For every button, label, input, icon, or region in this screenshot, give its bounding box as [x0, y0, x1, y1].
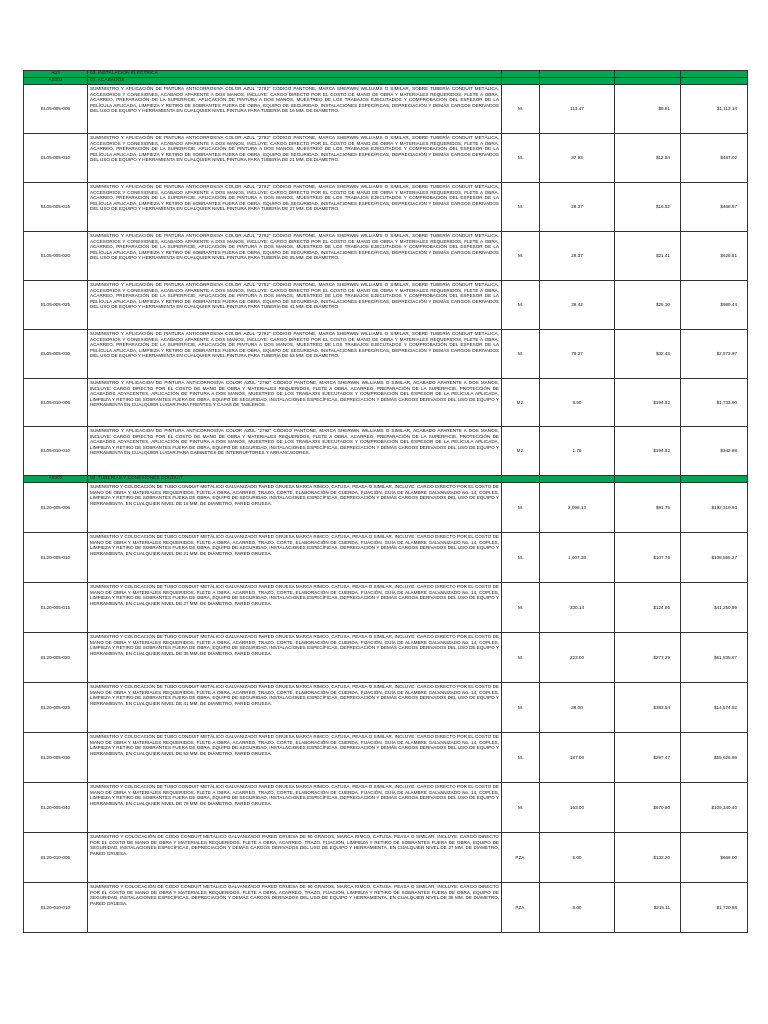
item-code: EL20-005-010: [24, 533, 88, 583]
empty-cell: [615, 71, 681, 78]
table-row: [24, 281, 748, 330]
item-description: SUMINISTRO Y APLICACIÓN DE PINTURA ANTICORROSIVA COLOR AZUL "2792" CÓDIGO PANTONE, MARCA SHERWIN WILLIAMS O SIMILAR, SOBRE TUBERÍA CONDUIT METÁLICA, ACCESORIOS Y CONEXIONES, ACABADO APARENTE A DOS MANOS, INCLUYE: CARGO DIRECTO POR EL COSTO DE MANO DE OBRA Y MATERIALES REQUERIDOS, FLETE A OBRA, ACARREO, PREPARACIÓN DE LA SUPERFICIE, APLICACIÓN DE PINTURA A DOS MANOS, MUESTREO DE LOS TRABAJOS EJECUTADOS Y COMPROBACIÓN DEL ESPESOR DE LA PELÍCULA APLICADA, LIMPIEZA Y RETIRO DE SOBRANTES FUERA DE OBRA, EQUIPO DE SEGURIDAD, INSTALACIONES ESPECÍFICAS, DEPRECIACIÓN Y DEMÁS CARGOS DERIVADOS DEL USO DE EQUIPO Y HERRAMIENTA EN CUALQUIER NIVEL.PINTURA PARA TUBERÍA DE 35 MM. DE DIÁMETRO.: [88, 232, 502, 281]
item-unit: M.: [502, 85, 540, 134]
empty-cell: [540, 476, 615, 483]
item-unit-price: $12.84: [615, 134, 681, 183]
item-quantity: 5.00: [540, 833, 615, 883]
item-quantity: 163.00: [540, 783, 615, 833]
item-description: SUMINISTRO Y COLOCACIÓN DE TUBO CONDUIT METÁLICO GALVANIZADO PARED GRUESA MARCA RIMCO, CATUSA, PEASA O SIMILAR, INCLUYE: CARGO DIRECTO POR EL COSTO DE MANO DE OBRA Y MATERIALES REQUERIDOS, FLETE A OBRA, ACARREO, TRAZO, CORTE, ELABORACIÓN DE CUERDA, FIJACIÓN, GUÍA DE ALAMBRE GALVANIZADO No. 14, COPLES, LIMPIEZA Y RETIRO DE SOBRANTES FUERA DE OBRA, EQUIPO DE SEGURIDAD, INSTALACIONES ESPECÍFICAS, DEPRECIACIÓN Y DEMÁS CARGOS DERIVADOS DEL USO DE EQUIPO Y HERRAMIENTA, EN CUALQUIER NIVEL DE 21 MM. DE DIÁMETRO, PARED GRUESA.: [88, 533, 502, 583]
item-quantity: 1.76: [540, 427, 615, 476]
item-unit-price: $21.41: [615, 232, 681, 281]
item-unit: M.: [502, 281, 540, 330]
item-description: SUMINISTRO Y APLICACIÓN DE PINTURA ANTICORROSIVA COLOR AZUL "2792" CÓDIGO PANTONE, MARCA SHERWIN WILLIAMS O SIMILAR, SOBRE TUBERÍA CONDUIT METÁLICA, ACCESORIOS Y CONEXIONES, ACABADO APARENTE A DOS MANOS, INCLUYE: CARGO DIRECTO POR EL COSTO DE MANO DE OBRA Y MATERIALES REQUERIDOS, FLETE A OBRA, ACARREO, PREPARACIÓN DE LA SUPERFICIE, APLICACIÓN DE PINTURA A DOS MANOS, MUESTREO DE LOS TRABAJOS EJECUTADOS Y COMPROBACIÓN DEL ESPESOR DE LA PELÍCULA APLICADA, LIMPIEZA Y RETIRO DE SOBRANTES FUERA DE OBRA, EQUIPO DE SEGURIDAD, INSTALACIONES ESPECÍFICAS, DEPRECIACIÓN Y DEMÁS CARGOS DERIVADOS DEL USO DE EQUIPO Y HERRAMIENTA EN CUALQUIER NIVEL.PINTURA PARA TUBERÍA DE 21 MM. DE DIÁMETRO.: [88, 134, 502, 183]
section-title: 02. TUBERÍAS Y CONEXIONES CONDUIT: [88, 476, 502, 483]
item-unit: M.: [502, 134, 540, 183]
item-quantity: 79.37: [540, 330, 615, 379]
item-amount: $109,340.40: [681, 783, 748, 833]
empty-cell: [681, 78, 748, 85]
section-code: A03: [24, 71, 88, 78]
table-row: [24, 833, 748, 883]
item-code: EL20-005-025: [24, 683, 88, 733]
item-amount: $628.81: [681, 232, 748, 281]
item-unit: M.: [502, 783, 540, 833]
item-unit: M.: [502, 533, 540, 583]
item-description: SUMINISTRO Y APLICACIÓN DE PINTURA ANTICORROSIVA COLOR AZUL "2792" CÓDIGO PANTONE, MARCA SHERWIN WILLIAMS O SIMILAR, SOBRE TUBERÍA CONDUIT METÁLICA, ACCESORIOS Y CONEXIONES, ACABADO APARENTE A DOS MANOS, INCLUYE: CARGO DIRECTO POR EL COSTO DE MANO DE OBRA Y MATERIALES REQUERIDOS, FLETE A OBRA, ACARREO, PREPARACIÓN DE LA SUPERFICIE, APLICACIÓN DE PINTURA A DOS MANOS, MUESTREO DE LOS TRABAJOS EJECUTADOS Y COMPROBACIÓN DEL ESPESOR DE LA PELÍCULA APLICADA, LIMPIEZA Y RETIRO DE SOBRANTES FUERA DE OBRA, EQUIPO DE SEGURIDAD, INSTALACIONES ESPECÍFICAS, DEPRECIACIÓN Y DEMÁS CARGOS DERIVADOS DEL USO DE EQUIPO Y HERRAMIENTA EN CUALQUIER NIVEL.PINTURA PARA TUBERÍA DE 41 MM. DE DIÁMETRO.: [88, 281, 502, 330]
item-code: EL05-010-005: [24, 379, 88, 427]
item-code: EL05-005-025: [24, 281, 88, 330]
item-unit: M.: [502, 330, 540, 379]
section-code: A0301: [24, 78, 88, 85]
item-description: SUMINISTRO Y COLOCACIÓN DE TUBO CONDUIT METÁLICO GALVANIZADO PARED GRUESA MARCA RIMCO, CATUSA, PEASA O SIMILAR, INCLUYE: CARGO DIRECTO POR EL COSTO DE MANO DE OBRA Y MATERIALES REQUERIDOS, FLETE A OBRA, ACARREO, TRAZO, CORTE, ELABORACIÓN DE CUERDA, FIJACIÓN, GUÍA DE ALAMBRE GALVANIZADO No. 14, COPLES, LIMPIEZA Y RETIRO DE SOBRANTES FUERA DE OBRA, EQUIPO DE SEGURIDAD, INSTALACIONES ESPECÍFICAS, DEPRECIACIÓN Y DEMÁS CARGOS DERIVADOS DEL USO DE EQUIPO Y HERRAMIENTA, EN CUALQUIER NIVEL DE 53 MM. DE DIÁMETRO, PARED GRUESA.: [88, 733, 502, 783]
empty-cell: [502, 78, 540, 85]
budget-table: [23, 70, 748, 933]
item-description: SUMINISTRO Y COLOCACIÓN DE TUBO CONDUIT METÁLICO GALVANIZADO PARED GRUESA MARCA RIMCO, CATUSA, PEASA O SIMILAR, INCLUYE: CARGO DIRECTO POR EL COSTO DE MANO DE OBRA Y MATERIALES REQUERIDOS, FLETE A OBRA, ACARREO, TRAZO, CORTE, ELABORACIÓN DE CUERDA, FIJACIÓN, GUÍA DE ALAMBRE GALVANIZADO No. 14, COPLES, LIMPIEZA Y RETIRO DE SOBRANTES FUERA DE OBRA, EQUIPO DE SEGURIDAD, INSTALACIONES ESPECÍFICAS, DEPRECIACIÓN Y DEMÁS CARGOS DERIVADOS DEL USO DE EQUIPO Y HERRAMIENTA, EN CUALQUIER NIVEL DE 78 MM. DE DIÁMETRO, PARED GRUESA.: [88, 783, 502, 833]
item-unit: PZA.: [502, 883, 540, 933]
item-unit-price: $16.52: [615, 183, 681, 232]
table-row: [24, 134, 748, 183]
item-description: SUMINISTRO Y COLOCACIÓN DE TUBO CONDUIT METÁLICO GALVANIZADO PARED GRUESA MARCA RIMCO, CATUSA, PEASA O SIMILAR, INCLUYE: CARGO DIRECTO POR EL COSTO DE MANO DE OBRA Y MATERIALES REQUERIDOS, FLETE A OBRA, ACARREO, TRAZO, CORTE, ELABORACIÓN DE CUERDA, FIJACIÓN, GUÍA DE ALAMBRE GALVANIZADO No. 14, COPLES, LIMPIEZA Y RETIRO DE SOBRANTES FUERA DE OBRA, EQUIPO DE SEGURIDAD, INSTALACIONES ESPECÍFICAS, DEPRECIACIÓN Y DEMÁS CARGOS DERIVADOS DEL USO DE EQUIPO Y HERRAMIENTA, EN CUALQUIER NIVEL DE 41 MM. DE DIÁMETRO, PARED GRUESA.: [88, 683, 502, 733]
item-unit-price: $107.76: [615, 533, 681, 583]
item-unit-price: $133.20: [615, 833, 681, 883]
item-amount: $342.88: [681, 427, 748, 476]
item-amount: $41,250.99: [681, 583, 748, 633]
item-unit: M.: [502, 183, 540, 232]
item-quantity: 39.42: [540, 281, 615, 330]
item-description: SUMINISTRO Y APLICACIÓN DE PINTURA ANTICORROSIVA COLOR AZUL "2792" CÓDIGO PANTONE, MARCA SHERWIN WILLIAMS O SIMILAR, ACABADO APARENTE A DOS MANOS, INCLUYE: CARGO DIRECTO POR EL COSTO DE MANO DE OBRA Y MATERIALES REQUERIDOS, FLETE A OBRA, ACARREO, PREPARACIÓN DE LA SUPERFICIE, PROTECCIÓN DE ACABADOS ADYACENTES, APLICACIÓN DE PINTURA A DOS MANOS, MUESTREO DE LOS TRABAJOS EJECUTADOS Y COMPROBACIÓN DEL ESPESOR DE LA PELÍCULA APLICADA, LIMPIEZA Y RETIRO DE SOBRANTES FUERA DE OBRA, EQUIPO DE SEGURIDAD, INSTALACIONES ESPECÍFICAS, DEPRECIACIÓN Y DEMÁS CARGOS DERIVADOS DEL USO DE EQUIPO Y HERRAMIENTA EN CUALQUIER LUGAR.PARA GABINETES DE INTERRUPTORES Y ARRANCADORES.: [88, 427, 502, 476]
item-amount: $666.00: [681, 833, 748, 883]
item-quantity: 330.14: [540, 583, 615, 633]
section-header-row: [24, 71, 748, 78]
item-amount: $989.44: [681, 281, 748, 330]
item-amount: $2,573.97: [681, 330, 748, 379]
table-row: [24, 379, 748, 427]
item-amount: $55,626.89: [681, 733, 748, 783]
item-unit: M2.: [502, 379, 540, 427]
item-amount: $108,555.27: [681, 533, 748, 583]
item-unit: PZA.: [502, 833, 540, 883]
table-row: [24, 483, 748, 533]
item-code: EL05-005-030: [24, 330, 88, 379]
item-code: EL20-005-015: [24, 583, 88, 633]
empty-cell: [540, 78, 615, 85]
table-row: [24, 330, 748, 379]
table-row: [24, 783, 748, 833]
item-code: EL05-005-010: [24, 134, 88, 183]
item-amount: $1,733.90: [681, 379, 748, 427]
item-unit-price: $194.82: [615, 379, 681, 427]
section-title: 01. ACABADOS: [88, 78, 502, 85]
item-quantity: 37.93: [540, 134, 615, 183]
item-description: SUMINISTRO Y APLICACIÓN DE PINTURA ANTICORROSIVA COLOR AZUL "2792" CÓDIGO PANTONE, MARCA SHERWIN WILLIAMS O SIMILAR, ACABADO APARENTE A DOS MANOS, INCLUYE: CARGO DIRECTO POR EL COSTO DE MANO DE OBRA Y MATERIALES REQUERIDOS, FLETE A OBRA, ACARREO, PREPARACIÓN DE LA SUPERFICIE, PROTECCIÓN DE ACABADOS ADYACENTES, APLICACIÓN DE PINTURA A DOS MANOS, MUESTREO DE LOS TRABAJOS EJECUTADOS Y COMPROBACIÓN DEL ESPESOR DE LA PELÍCULA APLICADA, LIMPIEZA Y RETIRO DE SOBRANTES FUERA DE OBRA, EQUIPO DE SEGURIDAD, INSTALACIONES ESPECÍFICAS, DEPRECIACIÓN Y DEMÁS CARGOS DERIVADOS DEL USO DE EQUIPO Y HERRAMIENTA EN CUALQUIER LUGAR.PARA FRENTES Y CAJAS DE TABLEROS.: [88, 379, 502, 427]
item-unit-price: $383.54: [615, 683, 681, 733]
item-unit-price: $25.10: [615, 281, 681, 330]
item-unit: M.: [502, 232, 540, 281]
item-quantity: 2,098.13: [540, 483, 615, 533]
item-description: SUMINISTRO Y APLICACIÓN DE PINTURA ANTICORROSIVA COLOR AZUL "2792" CÓDIGO PANTONE, MARCA SHERWIN WILLIAMS O SIMILAR, SOBRE TUBERÍA CONDUIT METÁLICA, ACCESORIOS Y CONEXIONES, ACABADO APARENTE A DOS MANOS, INCLUYE: CARGO DIRECTO POR EL COSTO DE MANO DE OBRA Y MATERIALES REQUERIDOS, FLETE A OBRA, ACARREO, PREPARACIÓN DE LA SUPERFICIE, APLICACIÓN DE PINTURA A DOS MANOS, MUESTREO DE LOS TRABAJOS EJECUTADOS Y COMPROBACIÓN DEL ESPESOR DE LA PELÍCULA APLICADA, LIMPIEZA Y RETIRO DE SOBRANTES FUERA DE OBRA, EQUIPO DE SEGURIDAD, INSTALACIONES ESPECÍFICAS, DEPRECIACIÓN Y DEMÁS CARGOS DERIVADOS DEL USO DE EQUIPO Y HERRAMIENTA EN CUALQUIER NIVEL.PINTURA PARA TUBERÍA DE 27 MM. DE DIÁMETRO.: [88, 183, 502, 232]
table-row: [24, 633, 748, 683]
item-amount: $1,113.14: [681, 85, 748, 134]
table-row: [24, 583, 748, 633]
item-code: EL20-005-030: [24, 733, 88, 783]
item-unit-price: $297.47: [615, 733, 681, 783]
item-description: SUMINISTRO Y APLICACIÓN DE PINTURA ANTICORROSIVA COLOR AZUL "2792" CÓDIGO PANTONE, MARCA SHERWIN WILLIAMS O SIMILAR, SOBRE TUBERÍA CONDUIT METÁLICA, ACCESORIOS Y CONEXIONES, ACABADO APARENTE A DOS MANOS, INCLUYE: CARGO DIRECTO POR EL COSTO DE MANO DE OBRA Y MATERIALES REQUERIDOS, FLETE A OBRA, ACARREO, PREPARACIÓN DE LA SUPERFICIE, APLICACIÓN DE PINTURA A DOS MANOS, MUESTREO DE LOS TRABAJOS EJECUTADOS Y COMPROBACIÓN DEL ESPESOR DE LA PELÍCULA APLICADA, LIMPIEZA Y RETIRO DE SOBRANTES FUERA DE OBRA, EQUIPO DE SEGURIDAD, INSTALACIONES ESPECÍFICAS, DEPRECIACIÓN Y DEMÁS CARGOS DERIVADOS DEL USO DE EQUIPO Y HERRAMIENTA EN CUALQUIER NIVEL.PINTURA PARA TUBERÍA DE 53 MM. DE DIÁMETRO.: [88, 330, 502, 379]
item-description: SUMINISTRO Y COLOCACIÓN DE TUBO CONDUIT METÁLICO GALVANIZADO PARED GRUESA MARCA RIMCO, CATUSA, PEASA O SIMILAR, INCLUYE: CARGO DIRECTO POR EL COSTO DE MANO DE OBRA Y MATERIALES REQUERIDOS, FLETE A OBRA, ACARREO, TRAZO, CORTE, ELABORACIÓN DE CUERDA, FIJACIÓN, GUÍA DE ALAMBRE GALVANIZADO No. 14, COPLES, LIMPIEZA Y RETIRO DE SOBRANTES FUERA DE OBRA, EQUIPO DE SEGURIDAD, INSTALACIONES ESPECÍFICAS, DEPRECIACIÓN Y DEMÁS CARGOS DERIVADOS DEL USO DE EQUIPO Y HERRAMIENTA, EN CUALQUIER NIVEL DE 27 MM. DE DIÁMETRO, PARED GRUESA.: [88, 583, 502, 633]
item-unit: M.: [502, 583, 540, 633]
section-header-row: [24, 78, 748, 85]
table-row: [24, 232, 748, 281]
item-code: EL20-005-005: [24, 483, 88, 533]
item-code: EL05-010-010: [24, 427, 88, 476]
item-unit-price: $9.81: [615, 85, 681, 134]
empty-cell: [502, 476, 540, 483]
table-row: [24, 183, 748, 232]
item-amount: $1,720.88: [681, 883, 748, 933]
item-unit: M.: [502, 683, 540, 733]
table-row: [24, 683, 748, 733]
item-code: EL20-005-040: [24, 783, 88, 833]
item-unit-price: $194.82: [615, 427, 681, 476]
item-quantity: 8.90: [540, 379, 615, 427]
item-quantity: 28.37: [540, 183, 615, 232]
item-code: EL20-010-005: [24, 833, 88, 883]
table-row: [24, 427, 748, 476]
item-unit-price: $670.80: [615, 783, 681, 833]
empty-cell: [615, 476, 681, 483]
item-amount: $468.67: [681, 183, 748, 232]
item-quantity: 187.00: [540, 733, 615, 783]
item-description: SUMINISTRO Y COLOCACIÓN DE CODO CONDUIT METÁLICO GALVANIZADO PARED GRUESA DE 90 GRADOS, MARCA RIMCO, CATUSA, PEASA O SIMILAR, INCLUYE: CARGO DIRECTO POR EL COSTO DE MANO DE OBRA Y MATERIALES REQUERIDOS, FLETE A OBRA, ACARREO, TRAZO, FIJACIÓN, LIMPIEZA Y RETIRO DE SOBRANTES FUERA DE OBRA, EQUIPO DE SEGURIDAD, INSTALACIONES ESPECÍFICAS, DEPRECIACIÓN Y DEMÁS CARGOS DERIVADOS DEL USO DE EQUIPO Y HERRAMIENTA, EN CUALQUIER NIVEL.DE 35 MM. DE DIÁMETRO, PARED GRUESA.: [88, 883, 502, 933]
table-row: [24, 533, 748, 583]
item-code: EL05-005-020: [24, 232, 88, 281]
item-unit-price: $215.11: [615, 883, 681, 933]
section-title: 03. INSTALACIÓN ELÉCTRICA: [88, 71, 502, 78]
item-quantity: 1,007.38: [540, 533, 615, 583]
item-unit: M.: [502, 633, 540, 683]
empty-cell: [540, 71, 615, 78]
item-quantity: 113.47: [540, 85, 615, 134]
item-code: EL05-005-005: [24, 85, 88, 134]
item-unit: M.: [502, 483, 540, 533]
empty-cell: [681, 476, 748, 483]
item-unit-price: $277.29: [615, 633, 681, 683]
item-code: EL20-010-010: [24, 883, 88, 933]
item-quantity: 29.37: [540, 232, 615, 281]
item-unit: M2.: [502, 427, 540, 476]
section-code: A0302: [24, 476, 88, 483]
section-header-row: [24, 476, 748, 483]
item-quantity: 38.00: [540, 683, 615, 733]
item-quantity: 8.00: [540, 883, 615, 933]
item-unit-price: $124.95: [615, 583, 681, 633]
table-row: [24, 85, 748, 134]
item-description: SUMINISTRO Y APLICACIÓN DE PINTURA ANTICORROSIVA COLOR AZUL "2792" CÓDIGO PANTONE, MARCA SHERWIN WILLIAMS O SIMILAR, SOBRE TUBERÍA CONDUIT METÁLICA, ACCESORIOS Y CONEXIONES, ACABADO APARENTE A DOS MANOS, INCLUYE: CARGO DIRECTO POR EL COSTO DE MANO DE OBRA Y MATERIALES REQUERIDOS, FLETE A OBRA, ACARREO, PREPARACIÓN DE LA SUPERFICIE, APLICACIÓN DE PINTURA A DOS MANOS, MUESTREO DE LOS TRABAJOS EJECUTADOS Y COMPROBACIÓN DEL ESPESOR DE LA PELÍCULA APLICADA, LIMPIEZA Y RETIRO DE SOBRANTES FUERA DE OBRA, EQUIPO DE SEGURIDAD, INSTALACIONES ESPECÍFICAS, DEPRECIACIÓN Y DEMÁS CARGOS DERIVADOS DEL USO DE EQUIPO Y HERRAMIENTA EN CUALQUIER NIVEL.PINTURA PARA TUBERÍA DE 16 MM. DE DIÁMETRO.: [88, 85, 502, 134]
item-amount: $192,319.93: [681, 483, 748, 533]
table-row: [24, 733, 748, 783]
item-description: SUMINISTRO Y COLOCACIÓN DE TUBO CONDUIT METÁLICO GALVANIZADO PARED GRUESA MARCA RIMCO, CATUSA, PEASA O SIMILAR, INCLUYE: CARGO DIRECTO POR EL COSTO DE MANO DE OBRA Y MATERIALES REQUERIDOS, FLETE A OBRA, ACARREO, TRAZO, CORTE, ELABORACIÓN DE CUERDA, FIJACIÓN, GUÍA DE ALAMBRE GALVANIZADO No. 14, COPLES, LIMPIEZA Y RETIRO DE SOBRANTES FUERA DE OBRA, EQUIPO DE SEGURIDAD, INSTALACIONES ESPECÍFICAS, DEPRECIACIÓN Y DEMÁS CARGOS DERIVADOS DEL USO DE EQUIPO Y HERRAMIENTA, EN CUALQUIER NIVEL DE 16 MM. DE DIÁMETRO, PARED GRUESA.: [88, 483, 502, 533]
table-row: [24, 883, 748, 933]
item-description: SUMINISTRO Y COLOCACIÓN DE TUBO CONDUIT METÁLICO GALVANIZADO PARED GRUESA MARCA RIMCO, CATUSA, PEASA O SIMILAR, INCLUYE: CARGO DIRECTO POR EL COSTO DE MANO DE OBRA Y MATERIALES REQUERIDOS, FLETE A OBRA, ACARREO, TRAZO, CORTE, ELABORACIÓN DE CUERDA, FIJACIÓN, GUÍA DE ALAMBRE GALVANIZADO No. 14, COPLES, LIMPIEZA Y RETIRO DE SOBRANTES FUERA DE OBRA, EQUIPO DE SEGURIDAD, INSTALACIONES ESPECÍFICAS, DEPRECIACIÓN Y DEMÁS CARGOS DERIVADOS DEL USO DE EQUIPO Y HERRAMIENTA, EN CUALQUIER NIVEL DE 35 MM. DE DIÁMETRO, PARED GRUESA.: [88, 633, 502, 683]
item-unit-price: $91.75: [615, 483, 681, 533]
empty-cell: [615, 78, 681, 85]
item-amount: $14,574.52: [681, 683, 748, 733]
item-unit-price: $32.43: [615, 330, 681, 379]
item-amount: $487.02: [681, 134, 748, 183]
item-description: SUMINISTRO Y COLOCACIÓN DE CODO CONDUIT METÁLICO GALVANIZADO PARED GRUESA DE 90 GRADOS, MARCA RIMCO, CATUSA, PEASA O SIMILAR, INCLUYE: CARGO DIRECTO POR EL COSTO DE MANO DE OBRA Y MATERIALES REQUERIDOS, FLETE A OBRA, ACARREO, TRAZO, FIJACIÓN, LIMPIEZA Y RETIRO DE SOBRANTES FUERA DE OBRA, EQUIPO DE SEGURIDAD, INSTALACIONES ESPECÍFICAS, DEPRECIACIÓN Y DEMÁS CARGOS DERIVADOS DEL USO DE EQUIPO Y HERRAMIENTA, EN CUALQUIER NIVEL.DE 27 MM. DE DIÁMETRO, PARED GRUESA.: [88, 833, 502, 883]
item-amount: $61,835.67: [681, 633, 748, 683]
item-code: EL20-005-020: [24, 633, 88, 683]
empty-cell: [681, 71, 748, 78]
empty-cell: [502, 71, 540, 78]
item-quantity: 223.00: [540, 633, 615, 683]
item-code: EL05-005-015: [24, 183, 88, 232]
item-unit: M.: [502, 733, 540, 783]
